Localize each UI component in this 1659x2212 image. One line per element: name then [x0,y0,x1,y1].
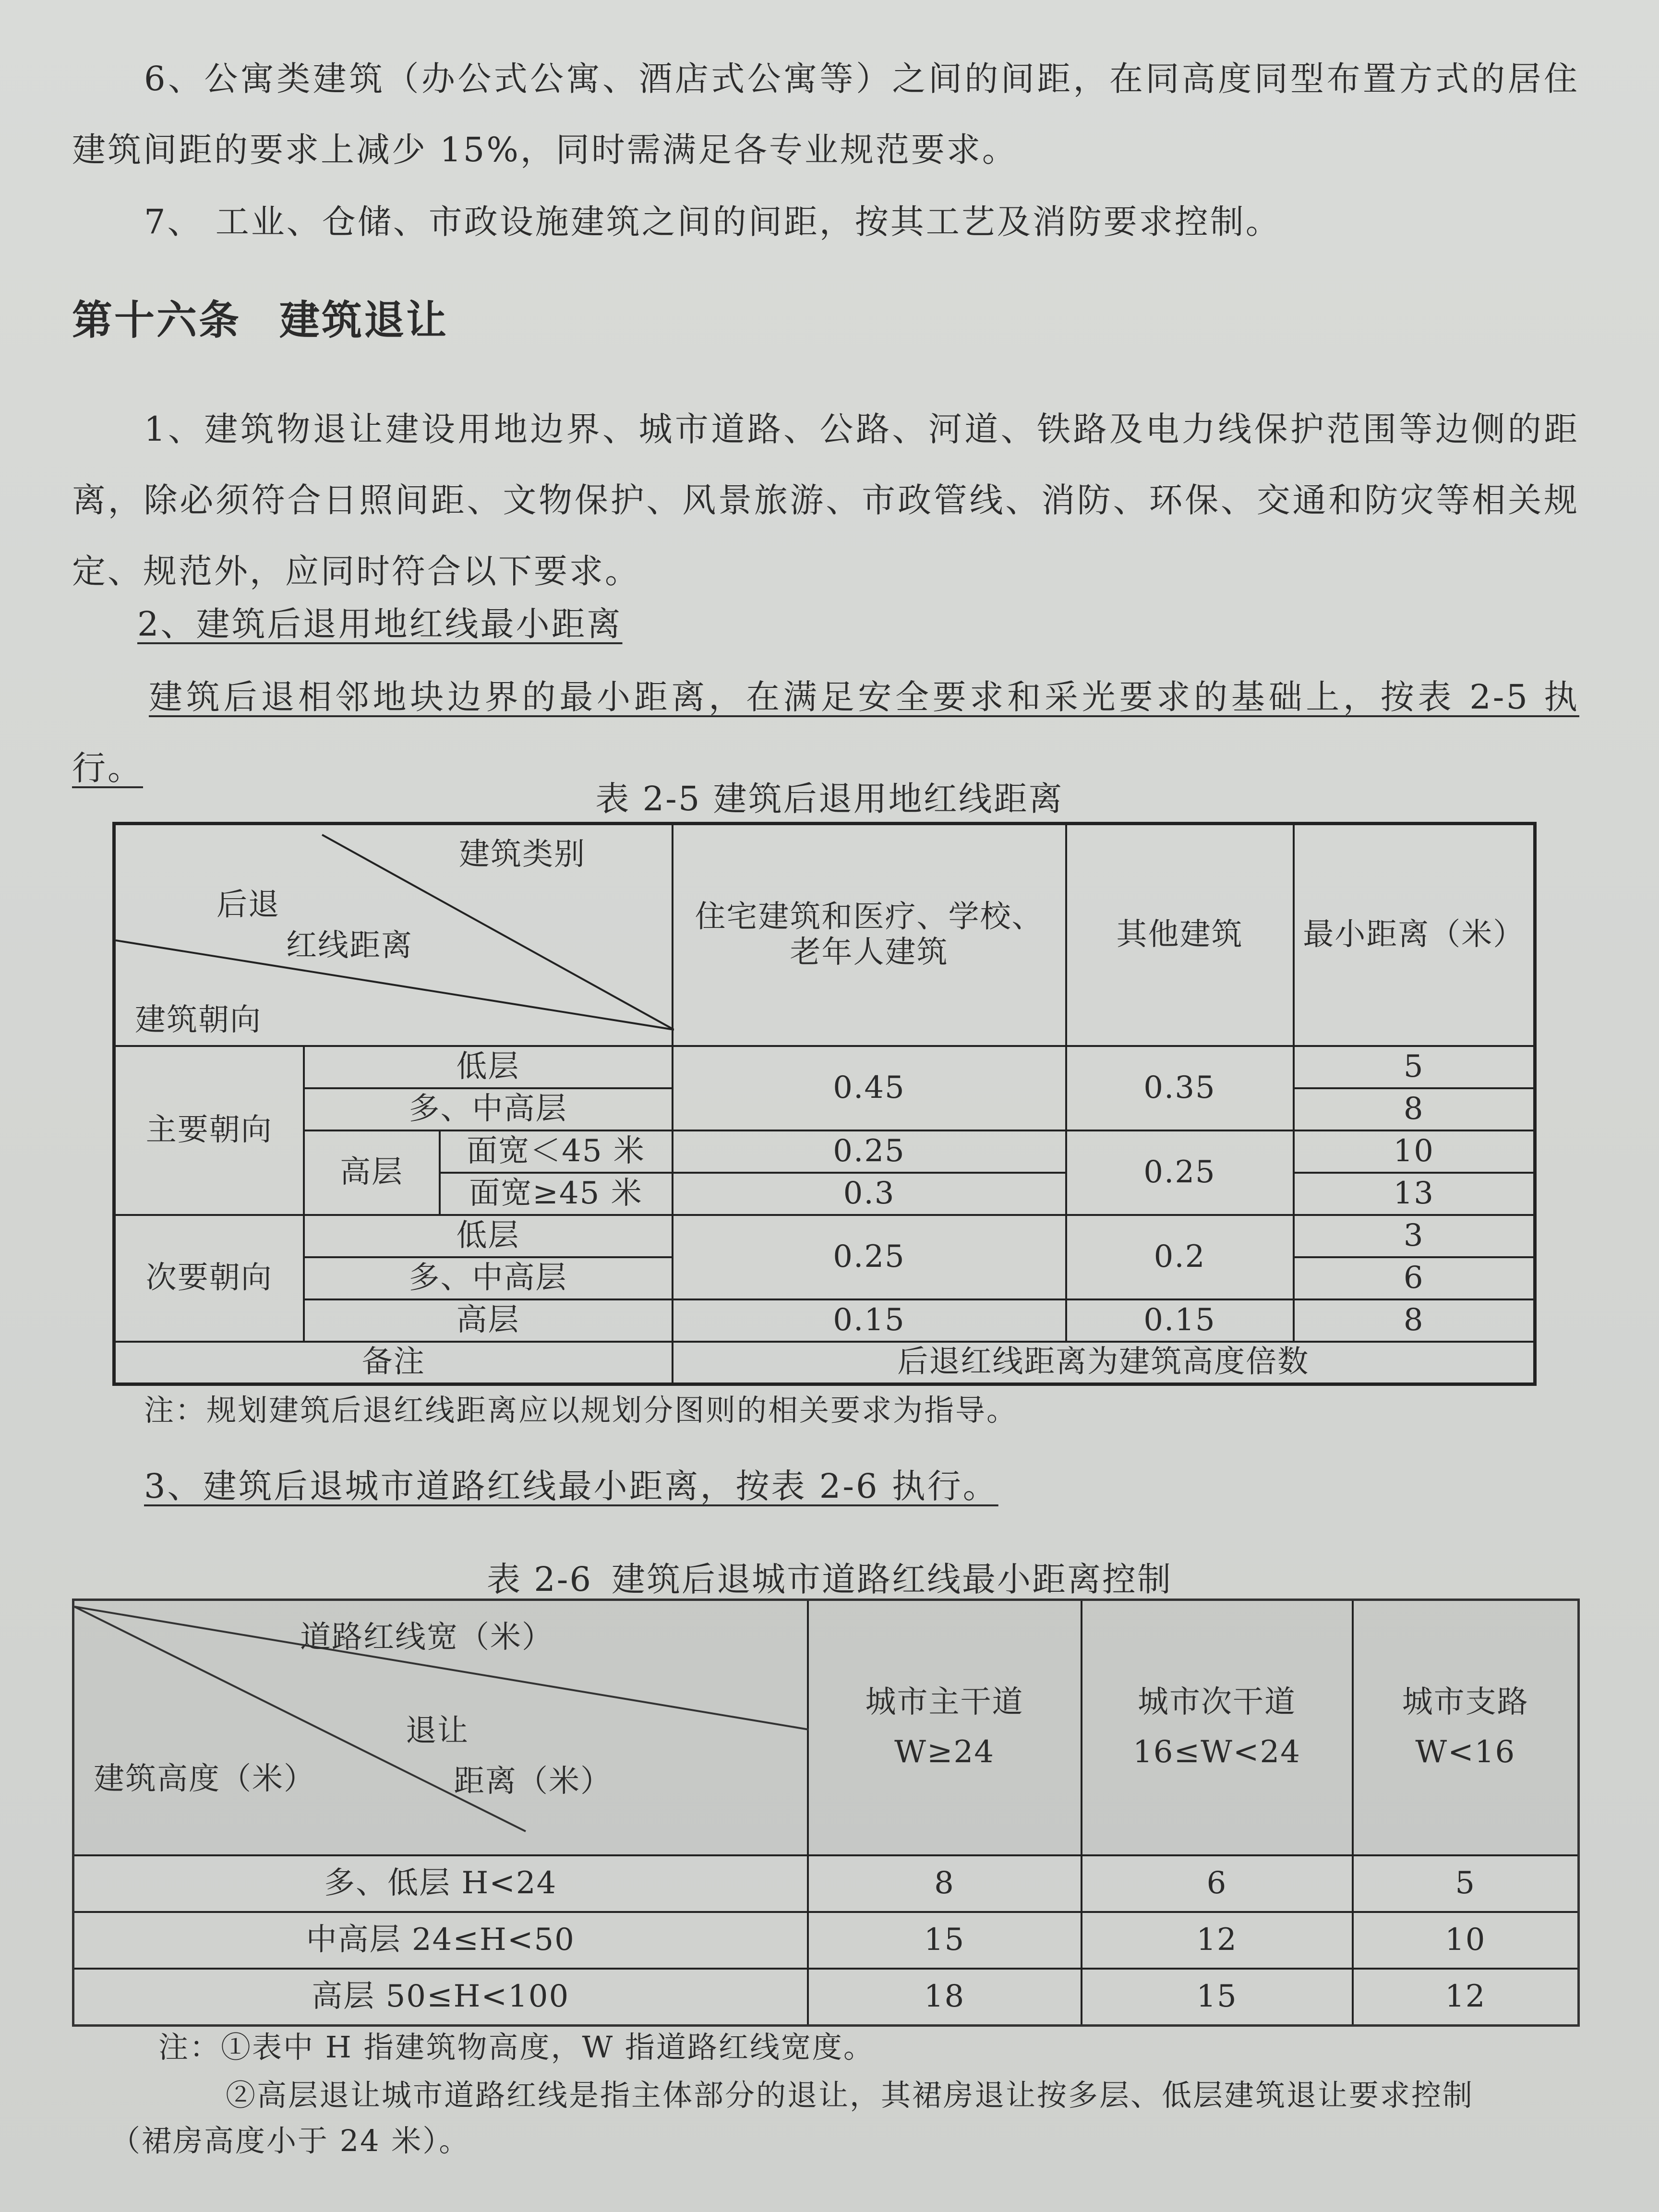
value-sec-other: 0.2 [1066,1215,1294,1299]
table-2-6-note-2: ②高层退让城市道路红线是指主体部分的退让，其裙房退让按多层、低层建筑退让要求控制 [226,2078,1474,2113]
value-main-other: 0.35 [1066,1046,1294,1130]
row-secondary-orientation: 次要朝向 [114,1215,304,1342]
col-min-distance: 最小距离（米） [1294,824,1535,1046]
value-sec-high-other: 0.15 [1066,1299,1294,1342]
header-distance: 距离（米） [454,1764,612,1799]
table-2-5-diagonal-header [114,824,673,1046]
section-number: 第十六条 [72,297,241,344]
row-main-high: 高层 [304,1130,440,1215]
header-redline-distance: 红线距离 [286,928,413,963]
row-main-orientation: 主要朝向 [114,1046,304,1215]
table-2-5 [112,822,1537,1386]
row-label: 高层 50≤H<100 [73,1969,808,2025]
table-row [73,1969,1579,2025]
header-orientation: 建筑朝向 [135,1002,262,1038]
min-value: 8 [1294,1299,1535,1342]
table-2-6-diagonal-header [73,1600,808,1856]
value-sec-high-res: 0.15 [673,1299,1066,1342]
header-setback: 退让 [406,1713,469,1749]
col-secondary-road: 城市次干道 16≤W<24 [1082,1600,1353,1856]
value-branch: 5 [1353,1855,1579,1912]
row-sec-midhigh: 多、中高层 [304,1257,673,1299]
table-row [73,1855,1579,1912]
value-secondary: 6 [1082,1855,1353,1912]
min-value: 10 [1294,1130,1535,1173]
col-residential: 住宅建筑和医疗、学校、老年人建筑 [673,824,1066,1046]
min-value: 5 [1294,1046,1535,1088]
col-other: 其他建筑 [1066,824,1294,1046]
row-sec-low: 低层 [304,1215,673,1257]
min-value: 8 [1294,1088,1535,1130]
table-2-6-note-3: （裙房高度小于 24 米）。 [110,2123,470,2158]
table-2-5-note: 注：规划建筑后退红线距离应以规划分图则的相关要求为指导。 [144,1393,1018,1428]
item-3: 3、建筑后退城市道路红线最小距离，按表 2-6 执行。 [144,1467,998,1506]
col-main-road: 城市主干道 W≥24 [808,1600,1082,1856]
table-2-6-note-1: 注：①表中 H 指建筑物高度，W 指道路红线宽度。 [158,2030,875,2065]
table-2-5-caption: 表 2-5 建筑后退用地红线距离 [595,779,1064,818]
value-main: 8 [808,1855,1082,1912]
value-main: 15 [808,1912,1082,1969]
table-row [73,1912,1579,1969]
header-building-height: 建筑高度（米） [94,1761,315,1797]
value-branch: 10 [1353,1912,1579,1969]
row-main-low: 低层 [304,1046,673,1088]
row-width-lt45: 面宽＜45 米 [440,1130,673,1173]
row-main-midhigh: 多、中高层 [304,1088,673,1130]
value-secondary: 15 [1082,1969,1353,2025]
remark-text: 后退红线距离为建筑高度倍数 [673,1342,1535,1384]
value-main-high-other: 0.25 [1066,1130,1294,1215]
value-main: 18 [808,1969,1082,2025]
row-sec-high: 高层 [304,1299,673,1342]
section-title: 建筑退让 [279,297,449,344]
section-heading [72,288,448,346]
row-label: 中高层 24≤H<50 [73,1912,808,1969]
col-branch-road: 城市支路 W<16 [1353,1600,1579,1856]
value-main-ge45: 0.3 [673,1173,1066,1215]
header-building-type: 建筑类别 [459,837,586,872]
paragraph-6: 6、公寓类建筑（办公式公寓、酒店式公寓等）之间的间距，在同高度同型布置方式的居住建筑间距的要求上减少 15%，同时需满足各专业规范要求。 [72,59,1579,169]
min-value: 6 [1294,1257,1535,1299]
header-road-width: 道路红线宽（米） [300,1620,553,1655]
item-2-heading: 2、建筑后退用地红线最小距离 [137,604,623,644]
paragraph-7: 7、 工业、仓储、市政设施建筑之间的间距，按其工艺及消防要求控制。 [144,202,1281,241]
value-sec-res: 0.25 [673,1215,1066,1299]
remark-label: 备注 [114,1342,673,1384]
table-2-6-caption: 表 2-6 建筑后退城市道路红线最小距离控制 [487,1560,1172,1599]
row-label: 多、低层 H<24 [73,1855,808,1912]
min-value: 3 [1294,1215,1535,1257]
item-1: 1、建筑物退让建设用地边界、城市道路、公路、河道、铁路及电力线保护范围等边侧的距离，除必须符合日照间距、文物保护、风景旅游、市政管线、消防、环保、交通和防灾等相关规定、规范外，应同时符合以下要求。 [72,409,1579,591]
table-2-6 [72,1599,1580,2027]
value-branch: 12 [1353,1969,1579,2025]
min-value: 13 [1294,1173,1535,1215]
value-secondary: 12 [1082,1912,1353,1969]
header-setback: 后退 [216,887,280,923]
item-2-body: 建筑后退相邻地块边界的最小距离，在满足安全要求和采光要求的基础上，按表 2-5 执行。 [72,677,1579,788]
value-main-lt45: 0.25 [673,1130,1066,1173]
value-main-res: 0.45 [673,1046,1066,1130]
row-width-ge45: 面宽≥45 米 [440,1173,673,1215]
